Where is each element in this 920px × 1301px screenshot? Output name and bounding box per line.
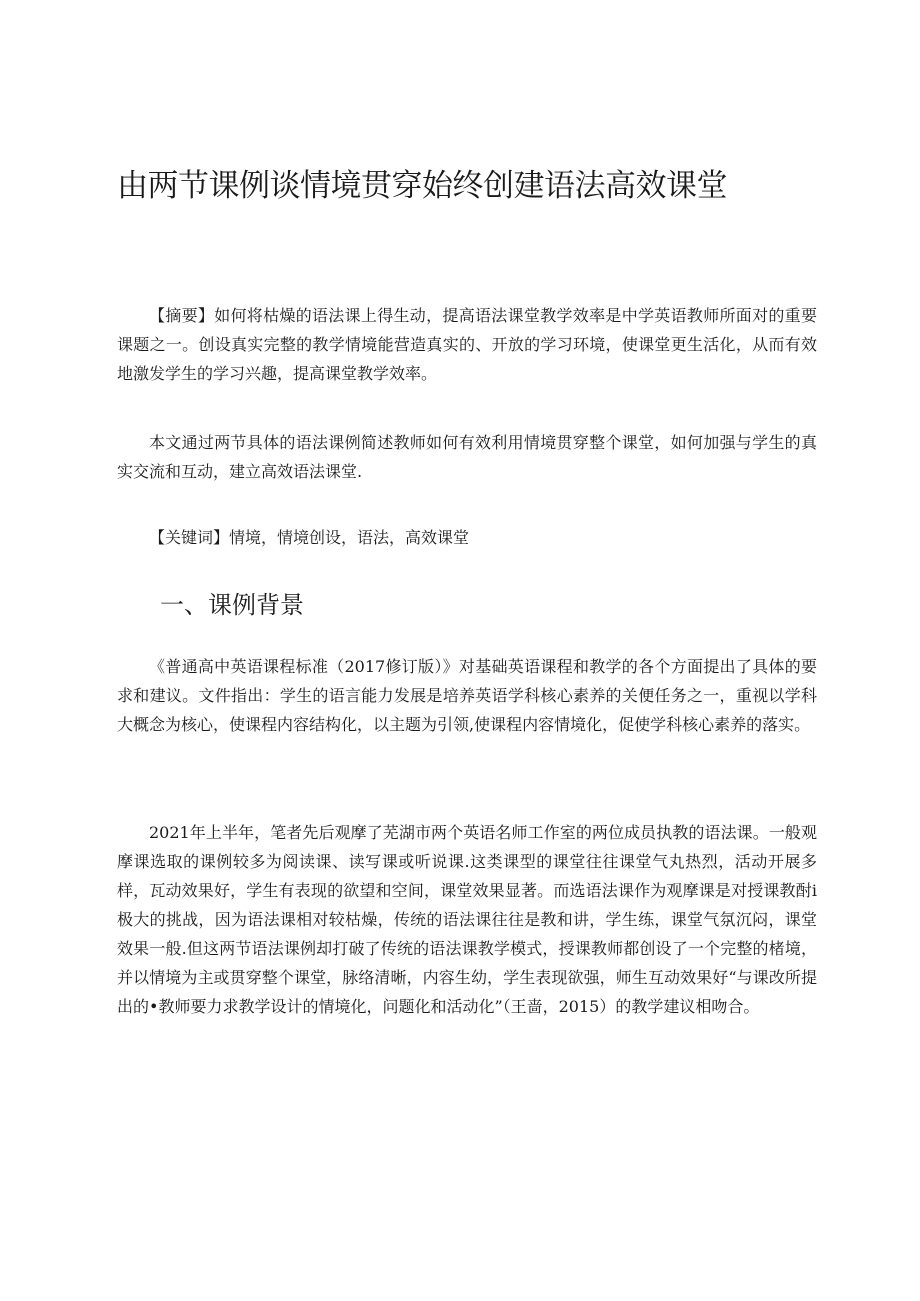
abstract-paragraph: 【摘要】如何将枯燥的语法课上得生动，提高语法课堂教学效率是中学英语教师所面对的重要课题之一。创设真实完整的教学情境能营造真实的、开放的学习环境，使课堂更生活化，从而有效地激发学生的学习兴趣，提高课堂教学效率。: [117, 306, 817, 383]
body-paragraph: 《普通高中英语课程标准（2017修订版）》对基础英语课程和教学的各个方面提出了具体的要求和建议。文件指出：学生的语言能力发展是培养英语学科核心素养的关便任务之一，重视以学科大概念为核心，使课程内容结构化，以主题为引领,使课程内容情境化，促使学科核心素养的落实。: [117, 657, 817, 734]
document-title: 由两节课例谈情境贯穿始终创建语法高效课堂: [117, 168, 727, 204]
body-paragraph: 2021年上半年，笔者先后观摩了芜湖市两个英语名师工作室的两位成员执教的语法课。一般观摩课选取的课例较多为阅读课、读写课或听说课.这类课型的课堂往往课堂气丸热烈，活动开展多样，瓦动效果好，学生有表现的欲望和空间，课堂效果显著。而选语法课作为观摩课是对授课教酎i极大的挑战，因为语法课相对较枯燥，传统的语法课往往是教和讲，学生练，课堂气氛沉闷，课堂效果一般.但这两节语法课例却打破了传统的语法课教学模式，授课教师都创设了一个完整的楮境，并以情境为主或贯穿整个课堂，脉络清晰，内容生幼，学生表现欲强，师生互动效果好“与课改所提出的•教师要力求教学设计的情境化，问题化和活动化”（王啬，2015）的教学建议相吻合。: [117, 823, 817, 1016]
keywords-paragraph: 【关键词】情境，情境创设，语法，高效课堂: [149, 528, 470, 547]
intro-paragraph: 本文通过两节具体的语法课例简述教师如何有效利用情境贯穿整个课堂，如何加强与学生的真实交流和互动，建立高效语法课堂.: [117, 433, 817, 481]
section-heading: 一、课例背景: [160, 591, 304, 619]
